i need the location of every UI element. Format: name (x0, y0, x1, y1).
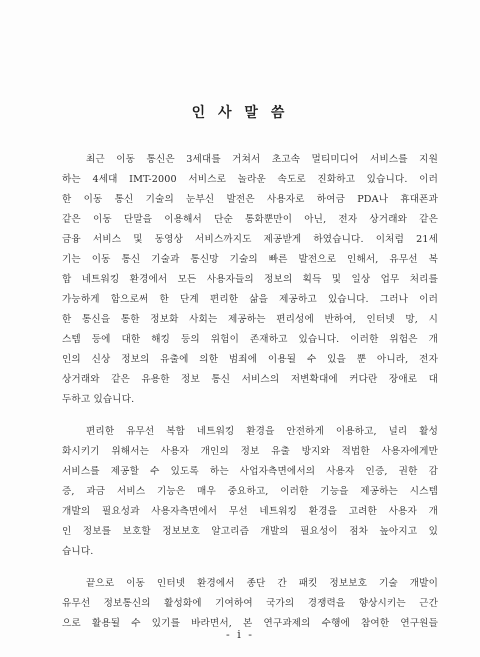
text-line: 하는 4세대 IMT-2000 서비스로 놀라운 속도로 진화하고 있습니다. 이러 (62, 174, 438, 185)
text-line: 합 네트워킹 환경에서 모든 사용자들의 정보의 획득 및 일상 업무 처리를 (62, 274, 438, 285)
text-line: 서비스를 제공할 수 있도록 하는 사업자측면에서의 사용자 인증, 권한 감 (62, 466, 438, 477)
paragraph-3 (62, 574, 438, 634)
paragraph-spacer (62, 410, 438, 422)
text-line: 한 이동 통신 기술의 눈부신 발전은 사용자로 하여금 PDA나 휴대폰과 (62, 194, 438, 205)
text-line: 두하고 있습니다. (62, 394, 135, 405)
paragraph-2 (62, 422, 438, 562)
text-line: 기는 이동 통신 기술과 통신망 기술의 빠른 발전으로 인해서, 유무선 복 (62, 254, 438, 265)
text-line: 인 정보를 보호할 정보보호 알고리즘 개발의 필요성이 점차 높아지고 있 (62, 526, 438, 537)
text-line: 스템 등에 대한 해킹 등의 위험이 존재하고 있습니다. 이러한 위험은 개 (62, 334, 438, 345)
text-line: 개발의 필요성과 사용자측면에서 무선 네트워킹 환경을 고려한 사용자 개 (62, 506, 438, 517)
page-number: - i - (226, 628, 254, 641)
text-line: 화시키기 위해서는 사용자 개인의 정보 유출 방지와 적법한 사용자에게만 (62, 446, 438, 457)
text-line: 최근 이동 통신은 3세대를 거쳐서 초고속 멀티미디어 서비스를 지원 (86, 154, 438, 165)
text-line: 인의 신상 정보의 유출에 의한 범죄에 이용될 수 있을 뿐 아니라, 전자 (62, 354, 438, 365)
text-line: 한 통신을 통한 정보화 사회는 제공하는 편리성에 반하여, 인터넷 망, 시 (62, 314, 438, 325)
text-line: 습니다. (62, 546, 94, 557)
page-title: 인 사 말 씀 (191, 105, 289, 121)
text-line: 상거래와 같은 유용한 정보 통신 서비스의 저변확대에 커다란 장애로 대 (62, 374, 438, 385)
paragraph-1 (62, 150, 438, 410)
text-line: 금융 서비스 및 동영상 서비스까지도 제공받게 하였습니다. 이처럼 21세 (62, 234, 438, 245)
paragraph-spacer (62, 562, 438, 574)
text-line: 같은 이동 단말을 이용해서 단순 통화뿐만이 아닌, 전자 상거래와 같은 (62, 214, 438, 225)
body-text (62, 150, 438, 634)
text-line: 편리한 유무선 복합 네트워킹 환경을 안전하게 이용하고, 널리 활성 (86, 426, 438, 437)
text-line: 유무선 정보통신의 활성화에 기여하여 국가의 경쟁력을 향상시키는 근간 (62, 598, 438, 609)
text-line: 가능하게 함으로써 한 단계 편리한 삶을 제공하고 있습니다. 그러나 이러 (62, 294, 438, 305)
text-line: 으로 활용될 수 있기를 바라면서, 본 연구과제의 수행에 참여한 연구원들 (62, 618, 438, 629)
text-line: 증, 과금 서비스 기능은 매우 중요하고, 이러한 기능을 제공하는 시스템 (62, 486, 438, 497)
text-line: 끝으로 이동 인터넷 환경에서 종단 간 패킷 정보보호 기술 개발이 (86, 578, 438, 589)
